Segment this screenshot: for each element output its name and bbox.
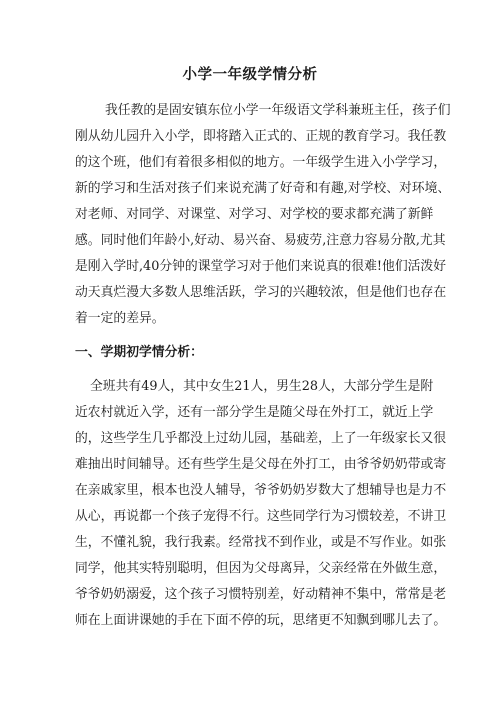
section-line: 近农村就近入学，还有一部分学生是随父母在外打工，就近上学 [75,405,434,420]
intro-line: 是刚入学时,40分钟的课堂学习对于他们来说真的很难!他们活泼好 [75,259,447,274]
section-line: 难抽出时间辅导。还有些学生是父母在外打工，由爷爷奶奶带或寄 [75,457,447,472]
section-line: 的，这些学生几乎都没上过幼儿园，基础差，上了一年级家长又很 [75,431,447,446]
intro-line: 感。同时他们年龄小,好动、易兴奋、易疲劳,注意力容易分散,尤其 [75,233,446,248]
section-line: 同学，他其实特别聪明，但因为父母离异，父亲经常在外做生意， [75,561,447,576]
intro-line: 对老师、对同学、对课堂、对学习、对学校的要求都充满了新鲜 [75,207,434,222]
intro-line: 刚从幼儿园升入小学，即将踏入正式的、正规的教育学习。我任教 [75,129,447,144]
section-line: 师在上面讲课她的手在下面不停的玩，思绪更不知飘到哪儿去了。 [75,613,447,628]
section-line: 在亲戚家里，根本也没人辅导，爷爷奶奶岁数大了想辅导也是力不 [75,483,447,498]
intro-line: 动天真烂漫大多数人思维活跃，学习的兴趣较浓，但是他们也存在 [75,285,447,300]
section-line: 从心，再说都一个孩子宠得不行。这些同学行为习惯较差，不讲卫 [75,509,447,524]
intro-line: 我任教的是固安镇东位小学一年级语文学科兼班主任，孩子们 [105,103,451,118]
intro-line: 着一定的差异。 [75,311,165,326]
document-title: 小学一年级学情分析 [182,66,318,83]
intro-line: 新的学习和生活对孩子们来说充满了好奇和有趣,对学校、对环境、 [75,181,451,196]
intro-line: 的这个班，他们有着很多相似的地方。一年级学生进入小学学习， [75,155,447,170]
section-line: 爷爷奶奶溺爱，这个孩子习惯特别差，好动精神不集中，常常是老 [75,587,447,602]
section-heading: 一、学期初学情分析： [75,345,203,360]
section-line: 全班共有49人，其中女生21人，男生28人，大部分学生是附 [90,379,434,394]
section-line: 生，不懂礼貌，我行我素。经常找不到作业，或是不写作业。如张 [75,535,447,550]
